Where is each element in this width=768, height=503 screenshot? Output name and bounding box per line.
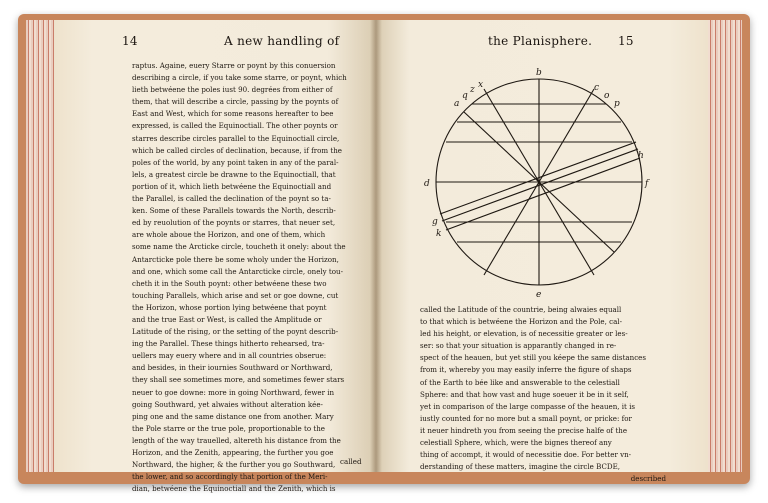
label-x: x	[478, 80, 484, 90]
text-line: spect of the heauen, but yet still you kéepe the same distances	[420, 353, 647, 363]
label-f: f	[645, 179, 649, 189]
text-line: led his height, or elevation, is of necessitie greater or les-	[420, 329, 628, 339]
text-line: lieth betwéene the poles iust 90. degrées from either of	[132, 85, 333, 95]
text-line: derstanding of these matters, imagine the circle BCDE,	[420, 462, 621, 472]
label-z: z	[470, 85, 475, 95]
text-line: the Pole starre or the true pole, proportionable to the	[132, 423, 325, 433]
text-line: the Horizon, whose portion lying betwéene that poynt	[132, 302, 327, 312]
text-line: are whole aboue the Horizon, and one of them, which	[132, 230, 326, 240]
text-line: celestiall Sphere, which, were the bignes thereof any	[420, 438, 612, 448]
label-p: p	[614, 99, 620, 109]
text-line: ed by reuolution of the poynts or starres, that neuer set,	[132, 218, 336, 228]
text-line: them, that will describe a circle, passing by the poynts of	[132, 97, 339, 107]
left-page-text	[132, 60, 372, 495]
right-running-head: the Planisphere.	[488, 34, 593, 48]
right-page	[376, 20, 708, 484]
open-book	[18, 14, 750, 494]
text-line: they shall see sometimes more, and sometimes fewer stars	[132, 375, 345, 385]
text-line: and besides, in their iournies Southward or Northward,	[132, 363, 333, 373]
planisphere-diagram	[424, 64, 654, 299]
text-line: to that which is betwéene the Horizon and the Pole, cal-	[420, 317, 622, 327]
label-o: o	[604, 91, 610, 101]
text-line: ing the Parallel. These things hitherto rehearsed, tra-	[132, 339, 325, 349]
label-h: h	[638, 151, 644, 161]
label-q: q	[462, 91, 468, 101]
text-line: length of the way trauelled, altereth his distance from the	[132, 435, 341, 445]
text-line: dian, betwéene the Equinoctiall and the Zenith, which is	[132, 484, 336, 494]
label-c: c	[594, 83, 600, 93]
text-line: Latitude of the rising, or the setting of the poynt describ-	[132, 327, 339, 337]
page-edges-right	[708, 20, 742, 472]
equator-band-3	[446, 158, 640, 230]
text-line: East and West, which for some reasons hereafter to bee	[132, 109, 334, 119]
page-edges-left	[26, 20, 56, 472]
text-line: raptus. Againe, euery Starre or poynt by this conuersion	[132, 61, 336, 70]
label-d: d	[424, 179, 430, 189]
label-k: k	[436, 229, 442, 239]
text-line: starres describe circles parallel to the Equinoctiall circle,	[132, 133, 340, 143]
text-line: portion of it, which lieth betwéene the Equinoctiall and	[132, 181, 332, 191]
label-a: a	[454, 99, 460, 109]
text-line: touching Parallels, which arise and set or goe downe, cut	[132, 290, 339, 300]
left-running-head: A new handling of	[224, 34, 340, 48]
left-catchword: called	[340, 457, 362, 466]
text-line: of the Earth to bée like and answerable to the celestiall	[420, 377, 620, 387]
text-line: ken. Some of these Parallels towards the North, describ-	[132, 206, 336, 216]
text-line: yet in comparison of the large compasse of the heauen, it is	[420, 401, 636, 411]
text-line: poles of the world, by any point taken in any of the paral-	[132, 157, 339, 167]
text-line: ping one and the same distance one from another. Mary	[132, 411, 334, 421]
right-catchword: described	[630, 474, 666, 484]
text-line: the Parallel, is called the declination of the poynt so ta-	[132, 194, 331, 204]
right-page-number: 15	[618, 34, 634, 48]
book-gutter	[370, 20, 382, 472]
left-page	[54, 20, 376, 494]
text-line: uellers may euery where and in all countries obserue:	[132, 351, 327, 361]
text-line: which be called circles of declination, because, if from the	[132, 145, 342, 155]
left-page-number: 14	[122, 34, 138, 48]
text-line: Antarcticke pole there be some wholy under the Horizon,	[132, 254, 339, 264]
text-line: ser: so that your situation is apparantly changed in re-	[420, 341, 617, 351]
text-line: from it, whereby you may easily inferre the figure of shaps	[420, 365, 632, 375]
label-b: b	[536, 68, 542, 78]
text-line: some name the Arcticke circle, toucheth it onely: about the	[132, 242, 346, 252]
text-line: Horizon, and the Zenith, appearing, the further you goe	[132, 448, 334, 457]
text-line: thing of accompt, it would of necessitie doe. For better vn-	[420, 450, 632, 460]
text-line: Northward, the higher, & the further you go Southward,	[132, 460, 336, 470]
label-e: e	[536, 290, 542, 300]
text-line: and the true East or West, is called the Amplitude or	[132, 314, 322, 324]
text-line: describing a circle, if you take some starre, or poynt, which	[132, 73, 347, 83]
text-line: cheth it in the South poynt: other betwéene these two	[132, 278, 327, 288]
text-line: the lower, and so accordingly that portion of the Meri-	[132, 472, 328, 482]
right-page-text	[420, 304, 670, 485]
equator-band-1	[440, 142, 636, 214]
text-line: it neuer hindreth you from seeing the precise halfe of the	[420, 425, 628, 435]
text-line: Sphere: and that how vast and huge soeuer it be in it self,	[420, 389, 629, 399]
text-line: going Southward, yet alwaies without alteration kée-	[132, 399, 323, 409]
text-line: lels, a greatest circle be drawne to the Equinoctiall, that	[132, 169, 336, 179]
text-line: called the Latitude of the countrie, being alwaies equall	[420, 305, 622, 314]
equator-band-2	[442, 149, 638, 221]
text-line: expressed, is called the Equinoctiall. The other poynts or	[132, 121, 338, 131]
text-line: iustly counted for no more but a small poynt, or pricke: for	[420, 413, 632, 423]
text-line: neuer to goe downe: more in going Northward, fewer in	[132, 387, 335, 397]
label-g: g	[432, 217, 438, 227]
text-line: and one, which some call the Antarcticke circle, onely tou-	[132, 266, 344, 276]
